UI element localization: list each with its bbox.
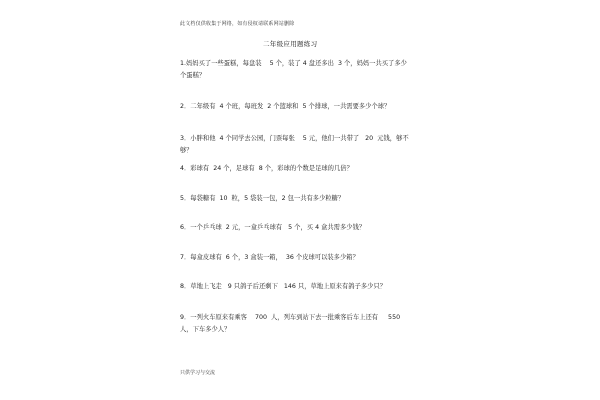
footer-note: 只供学习与交流 [180,370,216,376]
question-1: 1.妈妈买了一些蛋糕，每盘装 5 个，装了 4 盘还多出 3 个，妈妈一共买了多少个蛋糕？ [180,60,407,79]
question-5: 5．每袋糖有 10 粒，5 袋装一包，2 包一共有多少粒糖？ [180,195,345,202]
question-8: 8．草地上飞走 9 只鸽子后还剩下 146 只，草地上原来有鸽子多少只？ [180,283,387,290]
page-title: 二年级应用题练习 [263,40,318,48]
question-9: 9．一列火车原来有乘客 700 人，列车到站下去一批乘客后车上还有 550 人，下车多少人？ [180,314,405,333]
question-2: 2．二年级有 4 个班，每班发 2 个篮球和 5 个排球，一共需要多少个球？ [180,103,391,110]
question-6: 6．一个乒乓球 2 元，一盒乒乓球有 5 个，买 4 盒共需多少钱？ [180,224,366,231]
question-3: 3．小胖和他 4 个同学去公园，门票每张 5 元，他们一共带了 20 元钱，够不够？ [180,135,409,154]
question-4: 4．彩球有 24 个，足球有 8 个，彩球的个数是足球的几倍？ [180,165,353,172]
question-7: 7．每盒皮球有 6 个，3 盒装一箱， 36 个皮球可以装多少箱？ [180,254,359,261]
copyright-notice: 此文档仅供收集于网络，如有侵权请联系网站删除 [180,21,295,27]
